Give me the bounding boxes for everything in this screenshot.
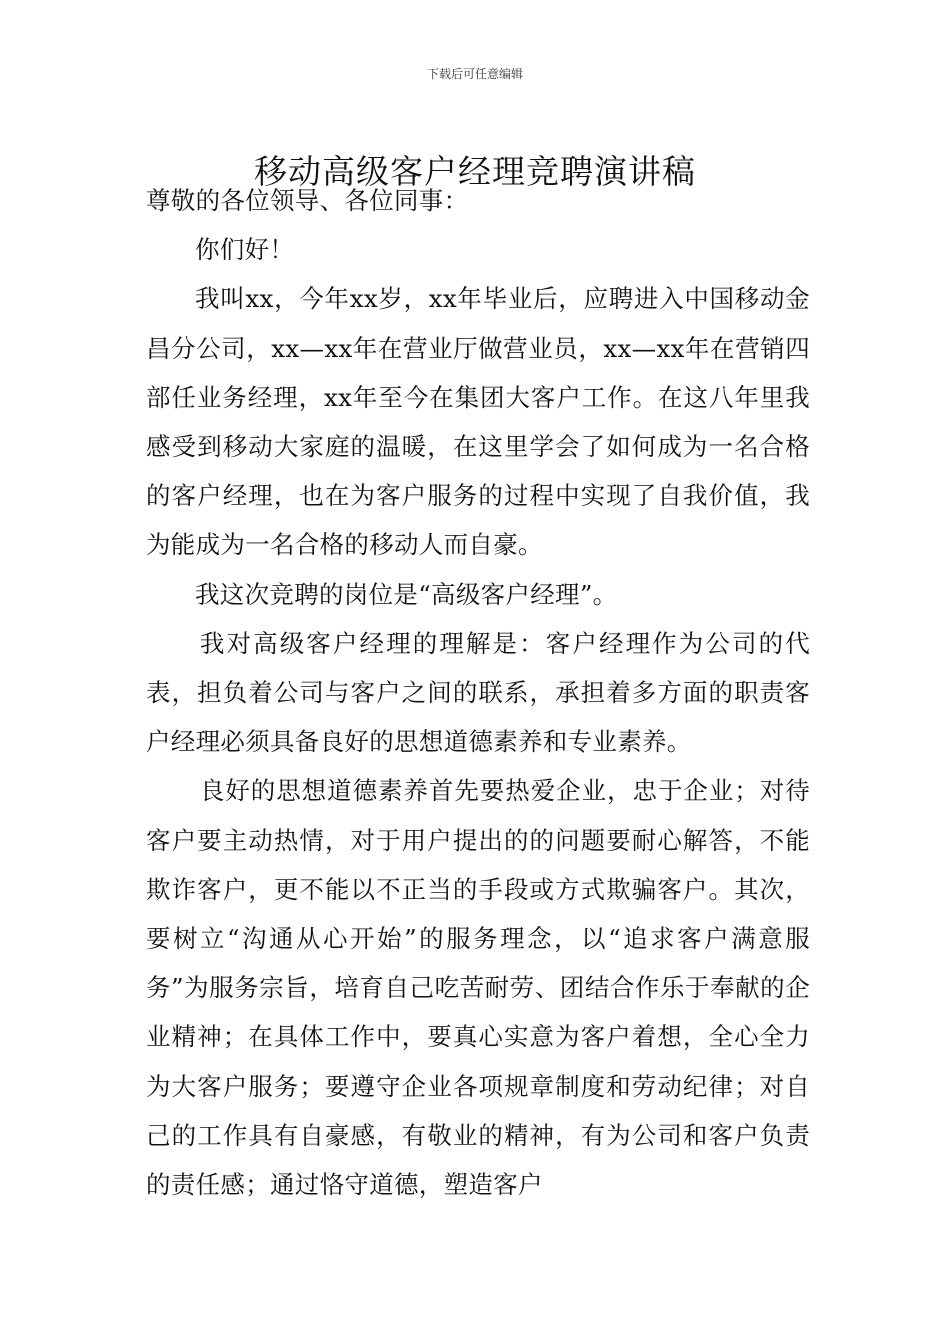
- paragraph-position: 我这次竞聘的岗位是“高级客户经理”。: [195, 579, 618, 609]
- header-note: 下载后可任意编辑: [426, 67, 523, 81]
- paragraph-understanding: 我对高级客户经理的理解是：客户经理作为公司的代表，担负着公司与客户之间的联系，承担着多方面的职责客户经理必须具备良好的思想道德素养和专业素养。: [146, 628, 810, 757]
- paragraph-introduction: 我叫xx，今年xx岁，xx年毕业后，应聘进入中国移动金昌分公司，xx—xx年在营业厅做营业员，xx—xx年在营销四部任业务经理，xx年至今在集团大客户工作。在这八年里我感受到移动大家庭的温暖，在这里学会了如何成为一名合格的客户经理，也在为客户服务的过程中实现了自我价值，我为能成为一名合格的移动人而自豪。: [146, 284, 810, 560]
- document-body: [146, 176, 810, 1209]
- paragraph-ethics: 良好的思想道德素养首先要热爱企业，忠于企业；对待客户要主动热情，对于用户提出的的问题要耐心解答，不能欺诈客户，更不能以不正当的手段或方式欺骗客户。其次，要树立“沟通从心开始”的服务理念，以“追求客户满意服务”为服务宗旨，培育自己吃苦耐劳、团结合作乐于奉献的企业精神；在具体工作中，要真心实意为客户着想，全心全力为大客户服务；要遵守企业各项规章制度和劳动纪律；对自己的工作具有自豪感，有敬业的精神，有为公司和客户负责的责任感；通过恪守道德，塑造客户: [146, 776, 810, 1200]
- page-title: 移动高级客户经理竞聘演讲稿: [254, 152, 696, 192]
- salutation: 尊敬的各位领导、各位同事：: [146, 186, 469, 215]
- paragraph-greeting: 你们好！: [195, 235, 295, 265]
